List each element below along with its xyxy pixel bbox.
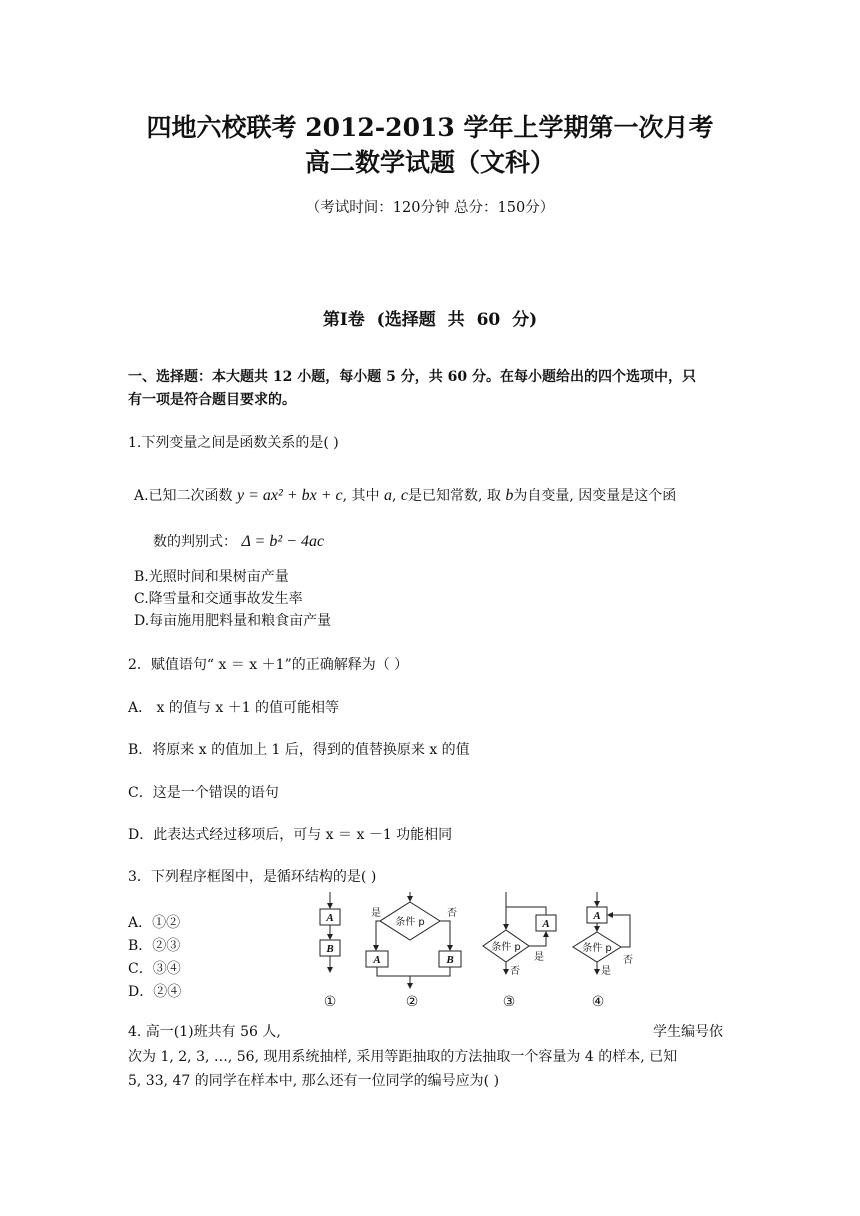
chart2-yes-label: 是 — [371, 908, 381, 919]
q4-line1-right: 学生编号依 — [653, 1024, 723, 1040]
chart4-box-a: A — [593, 910, 601, 922]
chart4-condition: 条件 p — [582, 943, 612, 954]
q2-option-c: C．这是一个错误的语句 — [128, 785, 279, 801]
chart1-box-b: B — [326, 943, 334, 955]
q1-a-var-c: c — [400, 487, 408, 504]
flowchart-3 — [483, 892, 556, 974]
q1-a-line2-prefix: 数的判别式： — [153, 534, 237, 550]
q4-line2: 次为 1, 2, 3, …, 56, 现用系统抽样, 采用等距抽取的方法抽取一个容量为 4 的样本, 已知 — [128, 1049, 678, 1065]
q2-option-b: B．将原来 x 的值加上 1 后，得到的值替换原来 x 的值 — [128, 742, 470, 758]
q3-option-a: A．①② — [128, 915, 181, 931]
q3-option-d: D．②④ — [128, 984, 182, 1000]
section-instruction-line1: 一、选择题：本大题共 12 小题，每小题 5 分，共 60 分。在每小题给出的四个选项中，只 — [128, 369, 696, 385]
q1-a-discriminant: Δ = b² − 4ac — [241, 533, 325, 550]
flowchart-2 — [366, 892, 461, 988]
chart4-number: ④ — [591, 994, 605, 1010]
chart2-box-a: A — [373, 954, 381, 966]
flowchart-1 — [320, 892, 340, 972]
chart2-box-b: B — [446, 954, 454, 966]
q3-option-b: B．②③ — [128, 938, 181, 954]
q2-stem: 2．赋值语句“ x ＝ x ＋1”的正确解释为（ ） — [128, 657, 409, 673]
q1-a-prefix: A.已知二次函数 — [134, 488, 233, 504]
chart1-number: ① — [323, 994, 337, 1010]
q1-a-var-a: a — [383, 487, 392, 504]
q2-option-a: A． x 的值与 x ＋1 的值可能相等 — [128, 700, 340, 716]
chart1-box-a: A — [326, 912, 334, 924]
q1-option-a-line1 — [134, 485, 676, 505]
q1-option-c: C.降雪量和交通事故发生率 — [134, 591, 303, 607]
chart3-yes-label: 是 — [534, 952, 544, 963]
q1-stem: 1.下列变量之间是函数关系的是( ) — [128, 435, 339, 451]
chart2-no-label: 否 — [447, 908, 457, 919]
q1-option-a-line2 — [153, 531, 324, 551]
q1-a-post: 为自变量, 因变量是这个函 — [513, 488, 677, 504]
flowchart-figure — [300, 888, 660, 1013]
q3-stem: 3．下列程序框图中，是循环结构的是( ) — [128, 869, 377, 885]
chart3-condition: 条件 p — [491, 942, 521, 953]
q4-line3: 5, 33, 47 的同学在样本中, 那么还有一位同学的编号应为( ) — [128, 1073, 500, 1089]
q1-a-mid2: 是已知常数, 取 — [407, 488, 501, 504]
chart3-box-a: A — [542, 918, 550, 930]
q1-a-formula: y = ax² + bx + c — [237, 487, 343, 504]
q1-a-comma: , — [391, 488, 397, 504]
q4-line1-left: 4. 高一(1)班共有 56 人, — [128, 1024, 281, 1040]
q2-option-d: D．此表达式经过移项后，可与 x ＝ x －1 功能相同 — [128, 827, 453, 843]
flowchart-4 — [573, 892, 630, 974]
exam-title-line1: 四地六校联考 2012-2013 学年上学期第一次月考 — [146, 113, 714, 142]
exam-info: （考试时间：120分钟 总分：150分） — [305, 200, 555, 216]
chart3-no-label: 否 — [510, 966, 520, 977]
chart2-condition: 条件 p — [395, 917, 425, 928]
chart4-no-label: 否 — [623, 955, 633, 966]
section-instruction-line2: 有一项是符合题目要求的。 — [128, 392, 296, 408]
q1-a-mid1: , 其中 — [342, 488, 380, 504]
exam-title-line2: 高二数学试题（文科） — [304, 148, 555, 177]
section-title: 第Ⅰ卷 (选择题 共 60 分) — [322, 310, 538, 330]
chart3-number: ③ — [502, 994, 516, 1010]
q1-a-var-b: b — [505, 487, 514, 504]
q3-option-c: C．③④ — [128, 961, 181, 977]
q1-option-b: B.光照时间和果树亩产量 — [134, 569, 289, 585]
chart4-yes-label: 是 — [601, 966, 611, 977]
chart2-number: ② — [405, 994, 419, 1010]
q1-option-d: D.每亩施用肥料量和粮食亩产量 — [134, 613, 332, 629]
